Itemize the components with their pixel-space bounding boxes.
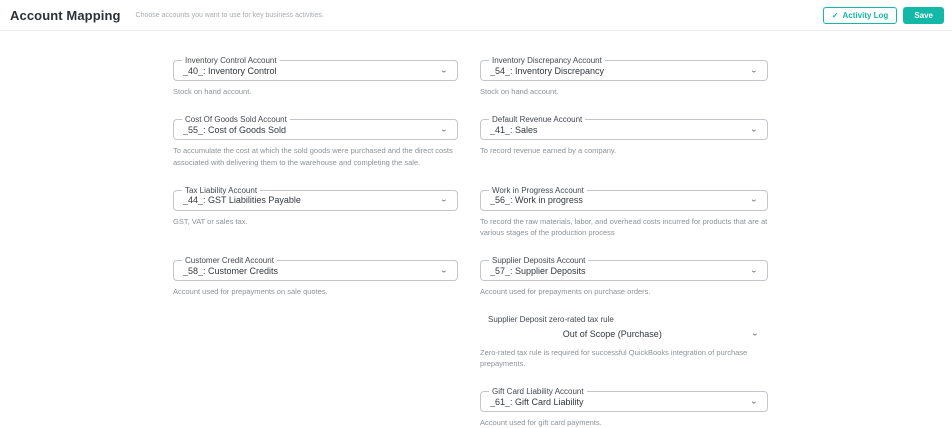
chevron-down-icon: ⌄	[439, 65, 448, 75]
field-label: Supplier Deposits Account	[489, 256, 588, 265]
helper-text: Stock on hand account.	[480, 87, 559, 96]
activity-log-label: Activity Log	[842, 10, 889, 20]
helper-text: Account used for prepayments on sale quotes.	[173, 287, 328, 297]
check-icon: ✓	[831, 10, 839, 20]
field-inventory-control-account	[173, 55, 458, 97]
helper-text: Stock on hand account.	[173, 87, 252, 96]
selected-value: _40_: Inventory Control	[183, 65, 277, 76]
gift-card-liability-account-select[interactable]	[480, 387, 768, 412]
helper-text: Account used for gift card payments.	[480, 418, 602, 427]
helper-text: Account used for prepayments on purchase orders.	[480, 287, 651, 297]
empty-cell	[173, 315, 458, 370]
chevron-down-icon: ⌄	[749, 124, 758, 134]
chevron-down-icon: ⌄	[439, 124, 448, 134]
supplier-deposits-account-select[interactable]	[480, 256, 768, 281]
account-mapping-form	[0, 31, 952, 428]
selected-value: Out of Scope (Purchase)	[562, 329, 662, 339]
field-inventory-discrepancy-account	[480, 55, 768, 97]
selected-value: _44_: GST Liabilities Payable	[183, 195, 301, 206]
selected-value: _57_: Supplier Deposits	[490, 265, 586, 276]
selected-value: _56_: Work in progress	[490, 195, 583, 206]
field-tax-liability-account	[173, 185, 458, 239]
field-label: Work in Progress Account	[489, 186, 587, 195]
field-label: Inventory Discrepancy Account	[489, 56, 605, 65]
page-title: Account Mapping	[10, 7, 121, 23]
work-in-progress-account-select[interactable]	[480, 185, 768, 211]
selected-value: _54_: Inventory Discrepancy	[490, 65, 605, 76]
field-label: Cost Of Goods Sold Account	[182, 115, 290, 124]
inventory-discrepancy-account-select[interactable]	[480, 56, 768, 81]
field-customer-credit-account	[173, 255, 458, 297]
field-default-revenue-account	[480, 114, 768, 168]
selected-value: _41_: Sales	[490, 124, 538, 135]
chevron-down-icon: ⌄	[749, 265, 758, 275]
helper-text: GST, VAT or sales tax.	[173, 216, 248, 226]
chevron-down-icon: ⌄	[749, 195, 758, 205]
selected-value: _55_: Cost of Goods Sold	[183, 124, 287, 135]
page-subtitle: Choose accounts you want to use for key business activities.	[135, 11, 324, 19]
save-button[interactable]: Save	[903, 7, 944, 24]
chevron-down-icon: ⌄	[439, 195, 448, 205]
activity-log-button[interactable]	[823, 7, 897, 24]
empty-cell	[173, 386, 458, 428]
helper-text: To record the raw materials, labor, and overhead costs incurred for products that are at various stages of the production process	[480, 216, 768, 237]
chevron-down-icon: ⌄	[749, 65, 758, 75]
header-bar	[0, 0, 952, 31]
selected-value: _58_: Customer Credits	[183, 265, 279, 276]
field-supplier-deposit-zero-rated-tax-rule	[480, 315, 768, 370]
field-label: Default Revenue Account	[489, 115, 585, 124]
tax-liability-account-select[interactable]	[173, 185, 458, 211]
helper-text: To accumulate the cost at which the sold goods were purchased and the direct costs associated with delivering them to the warehouse and completing the sale.	[173, 146, 453, 167]
field-label: Customer Credit Account	[182, 256, 277, 265]
cost-of-goods-sold-account-select[interactable]	[173, 115, 458, 140]
field-label: Supplier Deposit zero-rated tax rule	[488, 314, 614, 324]
field-supplier-deposits-account	[480, 255, 768, 297]
helper-text: To record revenue earned by a company.	[480, 146, 617, 156]
helper-text: Zero-rated tax rule is required for successful QuickBooks integration of purchase prepayments.	[480, 347, 748, 368]
chevron-down-icon: ⌄	[439, 265, 448, 275]
field-label: Gift Card Liability Account	[489, 387, 587, 396]
field-gift-card-liability-account	[480, 386, 768, 428]
selected-value: _61_: Gift Card Liability	[490, 396, 584, 407]
supplier-deposit-zero-rated-tax-rule-select[interactable]	[480, 327, 768, 342]
chevron-down-icon: ⌄	[750, 329, 759, 338]
default-revenue-account-select[interactable]	[480, 115, 768, 140]
field-cost-of-goods-sold-account	[173, 114, 458, 168]
field-work-in-progress-account	[480, 185, 768, 239]
field-label: Tax Liability Account	[182, 186, 260, 195]
chevron-down-icon: ⌄	[749, 396, 758, 406]
field-label: Inventory Control Account	[182, 56, 280, 65]
customer-credit-account-select[interactable]	[173, 256, 458, 281]
inventory-control-account-select[interactable]	[173, 56, 458, 81]
